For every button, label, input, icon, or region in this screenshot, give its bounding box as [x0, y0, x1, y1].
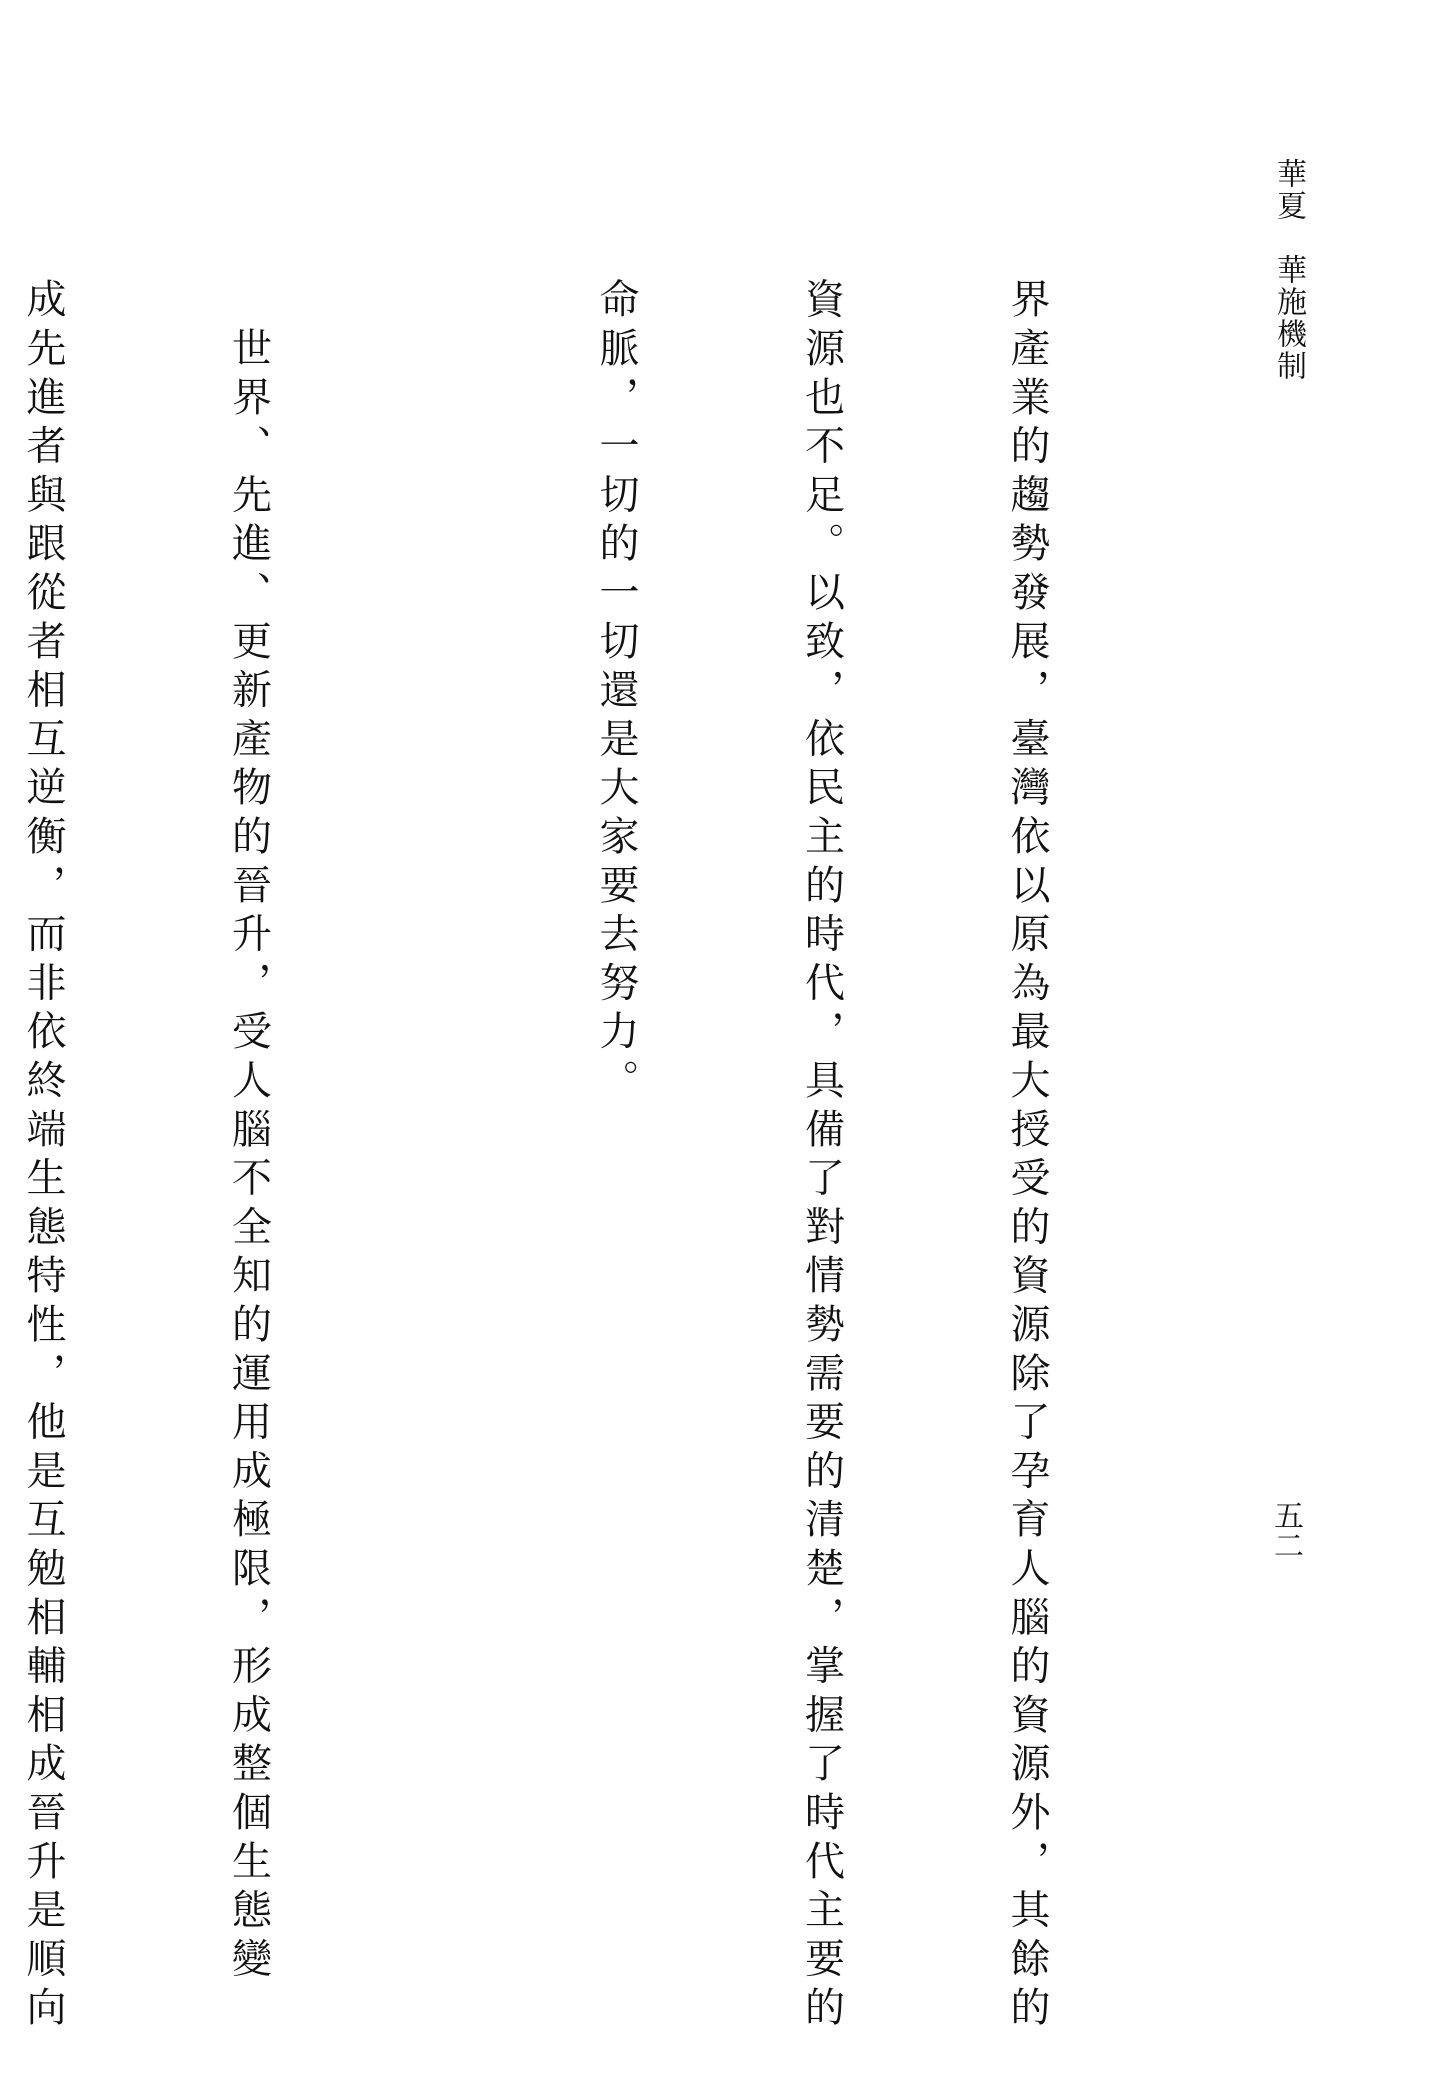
text-line: 成先進者與跟從者相互逆衡，而非依終端生態特性，他是互勉相輔相成晉升是順向	[20, 278, 66, 2035]
text-line: 世界、先進、更新產物的晉升，受人腦不全知的運用成極限，形成整個生態變	[225, 278, 272, 1986]
text-line: 命脈，一切的一切還是大家要去努力。	[593, 278, 639, 1108]
paragraph-1	[445, 278, 1199, 2035]
running-head: 華夏 華施機制	[1271, 158, 1306, 382]
page-number: 五二	[1268, 1500, 1303, 1560]
text-line: 資源也不足。以致，依民主的時代，具備了對情勢需要的清楚，掌握了時代主要的	[798, 278, 845, 2035]
body-text	[20, 278, 1198, 2035]
text-line: 界產業的趨勢發展，臺灣依以原為最大授受的資源除了孕育人腦的資源外，其餘的	[1004, 278, 1050, 2035]
paragraph-2	[0, 278, 420, 2035]
